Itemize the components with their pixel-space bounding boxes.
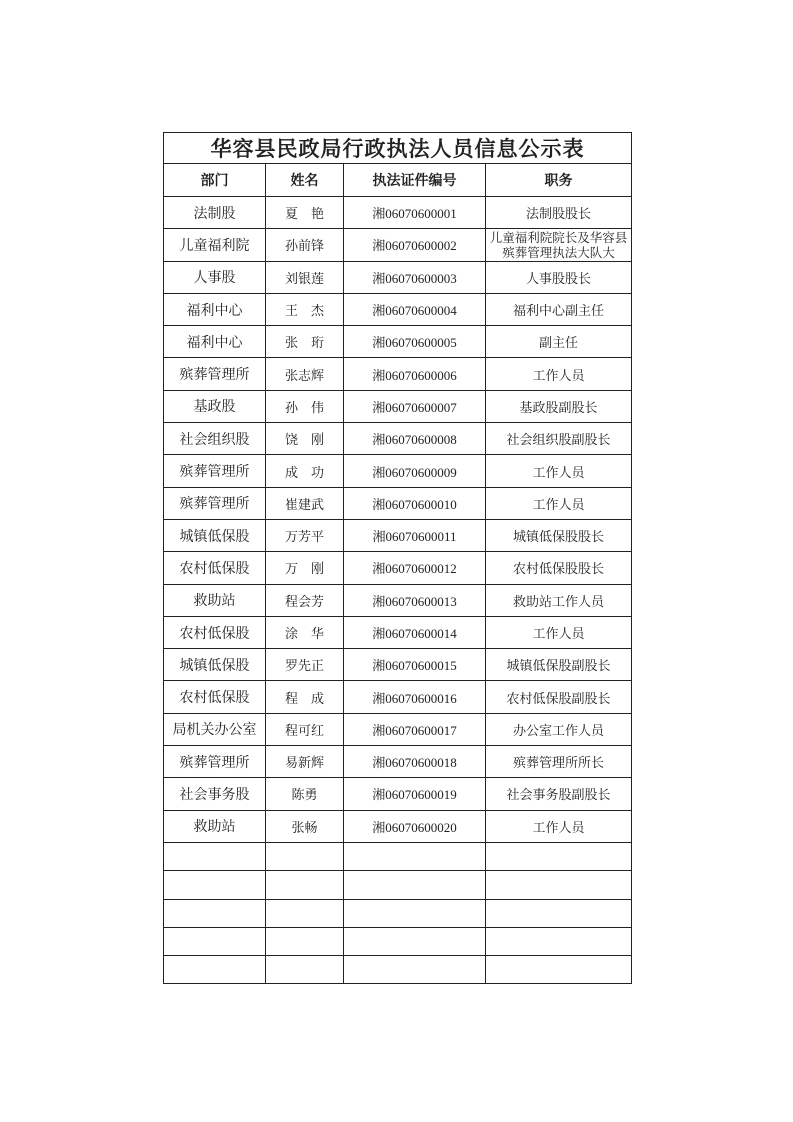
position-cell: 儿童福利院院长及华容县殡葬管理执法大队大 xyxy=(486,229,632,261)
empty-cell xyxy=(164,956,266,984)
header-row xyxy=(164,164,632,197)
empty-cell xyxy=(486,842,632,870)
certificate-number-cell: 湘06070600011 xyxy=(344,519,486,551)
certificate-number-cell: 湘06070600009 xyxy=(344,455,486,487)
certificate-number-cell: 湘06070600003 xyxy=(344,261,486,293)
header-department: 部门 xyxy=(164,164,266,197)
department-cell: 人事股 xyxy=(164,261,266,293)
table-row xyxy=(164,326,632,358)
table-row xyxy=(164,423,632,455)
position-cell: 社会组织股副股长 xyxy=(486,423,632,455)
table-row xyxy=(164,552,632,584)
department-cell: 社会事务股 xyxy=(164,778,266,810)
position-cell: 工作人员 xyxy=(486,455,632,487)
department-cell: 福利中心 xyxy=(164,326,266,358)
name-cell: 罗先正 xyxy=(266,649,344,681)
name-cell: 成 功 xyxy=(266,455,344,487)
name-cell: 程 成 xyxy=(266,681,344,713)
name-cell: 万芳平 xyxy=(266,519,344,551)
certificate-number-cell: 湘06070600005 xyxy=(344,326,486,358)
empty-cell xyxy=(266,899,344,927)
name-cell: 陈勇 xyxy=(266,778,344,810)
department-cell: 殡葬管理所 xyxy=(164,746,266,778)
empty-cell xyxy=(164,927,266,955)
table-row xyxy=(164,261,632,293)
empty-row xyxy=(164,871,632,899)
header-certificate-number: 执法证件编号 xyxy=(344,164,486,197)
position-cell: 城镇低保股副股长 xyxy=(486,649,632,681)
name-cell: 孙前锋 xyxy=(266,229,344,261)
certificate-number-cell: 湘06070600012 xyxy=(344,552,486,584)
department-cell: 社会组织股 xyxy=(164,423,266,455)
department-cell: 基政股 xyxy=(164,390,266,422)
empty-row xyxy=(164,899,632,927)
certificate-number-cell: 湘06070600018 xyxy=(344,746,486,778)
empty-cell xyxy=(164,842,266,870)
department-cell: 殡葬管理所 xyxy=(164,358,266,390)
empty-cell xyxy=(266,842,344,870)
department-cell: 殡葬管理所 xyxy=(164,455,266,487)
position-cell: 城镇低保股股长 xyxy=(486,519,632,551)
name-cell: 饶 刚 xyxy=(266,423,344,455)
certificate-number-cell: 湘06070600004 xyxy=(344,293,486,325)
position-cell: 工作人员 xyxy=(486,810,632,842)
empty-cell xyxy=(486,871,632,899)
name-cell: 张畅 xyxy=(266,810,344,842)
department-cell: 农村低保股 xyxy=(164,552,266,584)
certificate-number-cell: 湘06070600007 xyxy=(344,390,486,422)
position-cell: 工作人员 xyxy=(486,358,632,390)
certificate-number-cell: 湘06070600013 xyxy=(344,584,486,616)
empty-row xyxy=(164,956,632,984)
name-cell: 万 刚 xyxy=(266,552,344,584)
title-row xyxy=(164,133,632,164)
empty-cell xyxy=(486,956,632,984)
department-cell: 福利中心 xyxy=(164,293,266,325)
department-cell: 救助站 xyxy=(164,584,266,616)
table-row xyxy=(164,778,632,810)
certificate-number-cell: 湘06070600019 xyxy=(344,778,486,810)
empty-cell xyxy=(344,842,486,870)
page-title: 华容县民政局行政执法人员信息公示表 xyxy=(164,133,632,164)
empty-cell xyxy=(486,899,632,927)
empty-row xyxy=(164,927,632,955)
table-row xyxy=(164,810,632,842)
table-row xyxy=(164,358,632,390)
position-cell: 工作人员 xyxy=(486,487,632,519)
position-cell: 工作人员 xyxy=(486,616,632,648)
table-row xyxy=(164,584,632,616)
empty-row xyxy=(164,842,632,870)
name-cell: 程会芳 xyxy=(266,584,344,616)
department-cell: 殡葬管理所 xyxy=(164,487,266,519)
department-cell: 法制股 xyxy=(164,197,266,229)
name-cell: 易新辉 xyxy=(266,746,344,778)
empty-cell xyxy=(344,899,486,927)
certificate-number-cell: 湘06070600016 xyxy=(344,681,486,713)
position-cell: 办公室工作人员 xyxy=(486,713,632,745)
department-cell: 局机关办公室 xyxy=(164,713,266,745)
department-cell: 儿童福利院 xyxy=(164,229,266,261)
department-cell: 城镇低保股 xyxy=(164,519,266,551)
position-cell: 法制股股长 xyxy=(486,197,632,229)
certificate-number-cell: 湘06070600001 xyxy=(344,197,486,229)
department-cell: 城镇低保股 xyxy=(164,649,266,681)
empty-cell xyxy=(266,956,344,984)
empty-cell xyxy=(344,956,486,984)
position-cell: 福利中心副主任 xyxy=(486,293,632,325)
table-row xyxy=(164,455,632,487)
name-cell: 程可红 xyxy=(266,713,344,745)
certificate-number-cell: 湘06070600006 xyxy=(344,358,486,390)
table-row xyxy=(164,649,632,681)
name-cell: 夏 艳 xyxy=(266,197,344,229)
table-row xyxy=(164,229,632,261)
header-position: 职务 xyxy=(486,164,632,197)
certificate-number-cell: 湘06070600002 xyxy=(344,229,486,261)
table-row xyxy=(164,519,632,551)
name-cell: 张志辉 xyxy=(266,358,344,390)
certificate-number-cell: 湘06070600020 xyxy=(344,810,486,842)
position-cell: 殡葬管理所所长 xyxy=(486,746,632,778)
department-cell: 农村低保股 xyxy=(164,616,266,648)
certificate-number-cell: 湘06070600014 xyxy=(344,616,486,648)
table-row xyxy=(164,197,632,229)
table-row xyxy=(164,746,632,778)
empty-cell xyxy=(266,871,344,899)
table-row xyxy=(164,390,632,422)
table-row xyxy=(164,616,632,648)
position-cell: 社会事务股副股长 xyxy=(486,778,632,810)
certificate-number-cell: 湘06070600010 xyxy=(344,487,486,519)
name-cell: 孙 伟 xyxy=(266,390,344,422)
empty-cell xyxy=(164,871,266,899)
position-cell: 农村低保股副股长 xyxy=(486,681,632,713)
name-cell: 崔建武 xyxy=(266,487,344,519)
empty-cell xyxy=(164,899,266,927)
table-row xyxy=(164,293,632,325)
name-cell: 涂 华 xyxy=(266,616,344,648)
table-row xyxy=(164,487,632,519)
personnel-table xyxy=(163,132,632,984)
name-cell: 王 杰 xyxy=(266,293,344,325)
name-cell: 张 珩 xyxy=(266,326,344,358)
position-cell: 人事股股长 xyxy=(486,261,632,293)
name-cell: 刘银莲 xyxy=(266,261,344,293)
position-cell: 副主任 xyxy=(486,326,632,358)
position-cell: 基政股副股长 xyxy=(486,390,632,422)
position-cell: 农村低保股股长 xyxy=(486,552,632,584)
department-cell: 农村低保股 xyxy=(164,681,266,713)
certificate-number-cell: 湘06070600017 xyxy=(344,713,486,745)
header-name: 姓名 xyxy=(266,164,344,197)
department-cell: 救助站 xyxy=(164,810,266,842)
empty-cell xyxy=(344,871,486,899)
certificate-number-cell: 湘06070600008 xyxy=(344,423,486,455)
table-row xyxy=(164,713,632,745)
empty-cell xyxy=(344,927,486,955)
empty-cell xyxy=(486,927,632,955)
position-cell: 救助站工作人员 xyxy=(486,584,632,616)
empty-cell xyxy=(266,927,344,955)
table-row xyxy=(164,681,632,713)
certificate-number-cell: 湘06070600015 xyxy=(344,649,486,681)
